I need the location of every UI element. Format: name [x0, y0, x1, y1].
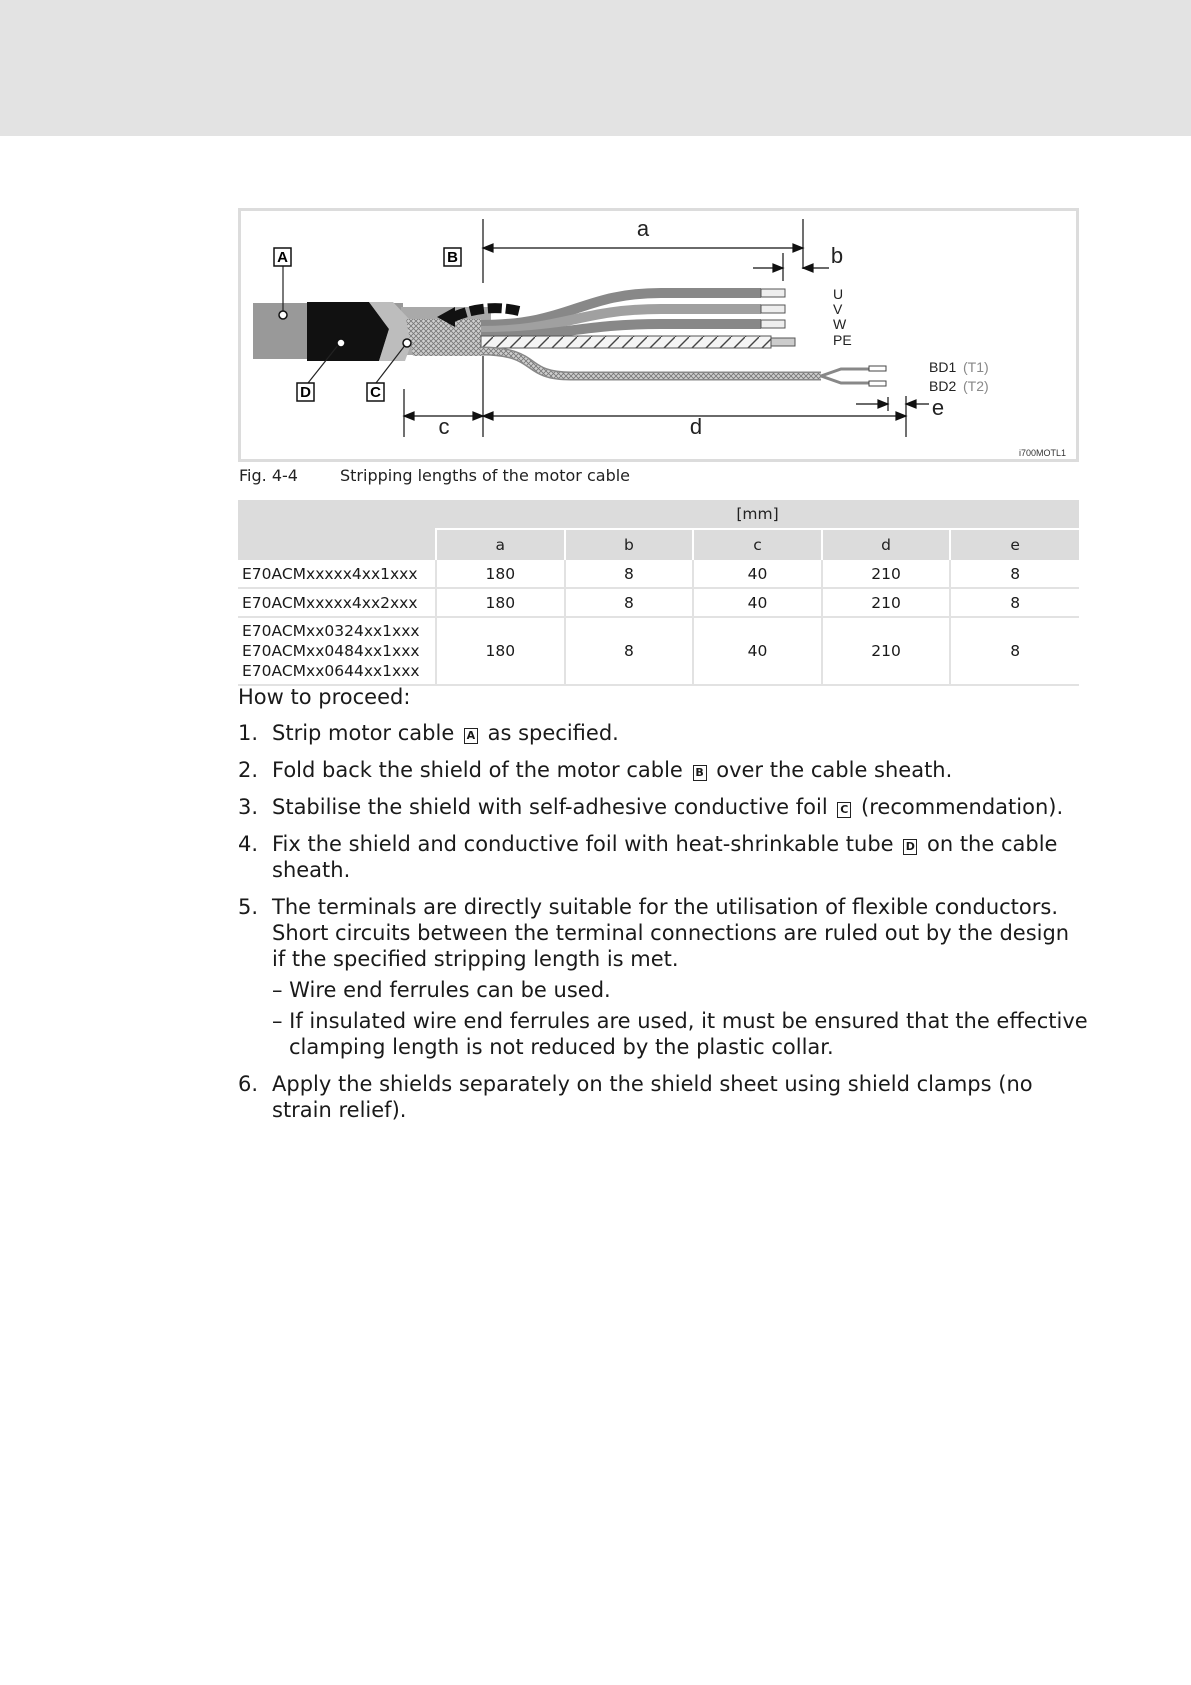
instruction-steps: [238, 720, 1088, 1134]
step-6: [238, 1071, 1088, 1123]
table-col-header: c: [693, 529, 822, 560]
step-number: 2.: [238, 758, 259, 782]
sub-step: – If insulated wire end ferrules are used, it must be ensured that the effective clamping length is not reduced by the plastic collar.: [272, 1009, 1088, 1059]
step-2: [238, 757, 1088, 783]
table-cell: 210: [822, 588, 951, 617]
model-code: E70ACMxxxxx4xx1xxx: [242, 564, 418, 583]
table-cell: 180: [436, 617, 565, 685]
step-number: 1.: [238, 721, 259, 745]
part-label-b: B: [447, 249, 458, 266]
dim-label-b: b: [830, 243, 844, 268]
instructions-heading: How to proceed:: [238, 685, 411, 709]
step-number: 4.: [238, 832, 259, 856]
step-text: Stabilise the shield with self-adhesive conductive foil: [272, 795, 828, 819]
step-3: [238, 794, 1088, 820]
table-col-header: b: [565, 529, 694, 560]
step-number: 5.: [238, 895, 259, 919]
table-cell: 8: [950, 617, 1079, 685]
dim-label-e: e: [931, 395, 945, 420]
table-cell: 210: [822, 560, 951, 588]
folded-shield: [406, 319, 481, 356]
figure-id: i700MOTL1: [1018, 448, 1066, 458]
wire-label-bd2: BD2: [929, 378, 957, 394]
step-text: Fold back the shield of the motor cable: [272, 758, 683, 782]
figure-caption-text: Stripping lengths of the motor cable: [340, 466, 631, 485]
step-text: on the cable sheath.: [272, 832, 1058, 882]
stripping-lengths-table: [238, 500, 1079, 686]
wire-label-t1: (T1): [963, 359, 989, 375]
table-cell: 8: [565, 560, 694, 588]
wire-pe: [481, 336, 795, 348]
table-cell: 8: [565, 588, 694, 617]
wire-label-bd1: BD1: [929, 359, 957, 375]
step-text: (recommendation).: [861, 795, 1064, 819]
part-label-a: A: [277, 249, 288, 266]
step-number: 3.: [238, 795, 259, 819]
step-1: [238, 720, 1088, 746]
wire-label-v: V: [833, 301, 843, 317]
table-cell: 8: [565, 617, 694, 685]
table-cell: 40: [693, 588, 822, 617]
wire-label-u: U: [833, 286, 844, 302]
dim-label-c: c: [438, 414, 450, 439]
step-number: 6.: [238, 1072, 259, 1096]
part-ref-b: B: [693, 765, 707, 781]
table-cell: 180: [436, 588, 565, 617]
dim-label-d: d: [689, 414, 703, 439]
step-text: over the cable sheath.: [716, 758, 953, 782]
page-header-band: [0, 0, 1191, 136]
cable-stripping-diagram: [241, 211, 1076, 459]
part-label-d: D: [300, 384, 311, 401]
table-col-header: a: [436, 529, 565, 560]
table-cell: 8: [950, 588, 1079, 617]
brake-wires: [481, 351, 886, 386]
part-ref-d: D: [903, 839, 917, 855]
table-unit-header: [mm]: [436, 500, 1079, 529]
table-cell: 210: [822, 617, 951, 685]
step-text: Strip motor cable: [272, 721, 455, 745]
model-code: E70ACMxx0324xx1xxx: [242, 622, 420, 640]
part-ref-a: A: [464, 728, 478, 744]
table-cell: 8: [950, 560, 1079, 588]
model-code: E70ACMxx0644xx1xxx: [242, 662, 420, 680]
motor-cable-figure: [238, 208, 1079, 462]
table-cell: 40: [693, 617, 822, 685]
table-col-header: d: [822, 529, 951, 560]
part-label-c: C: [370, 384, 381, 401]
step-text: Apply the shields separately on the shield sheet using shield clamps (no strain relief).: [272, 1072, 1033, 1122]
model-code: E70ACMxxxxx4xx2xxx: [242, 593, 418, 612]
table-cell: 40: [693, 560, 822, 588]
step-4: [238, 831, 1088, 883]
model-code: E70ACMxx0484xx1xxx: [242, 642, 420, 660]
wire-label-t2: (T2): [963, 378, 989, 394]
table-row: [238, 588, 1079, 617]
step-5: [238, 894, 1088, 1060]
sub-step: – Wire end ferrules can be used.: [272, 978, 611, 1002]
table-corner: [238, 500, 436, 560]
wire-label-pe: PE: [833, 332, 852, 348]
table-cell: 180: [436, 560, 565, 588]
wire-label-w: W: [833, 316, 847, 332]
part-ref-c: C: [837, 802, 851, 818]
figure-caption-number: Fig. 4-4: [239, 466, 298, 485]
step-text: as specified.: [487, 721, 619, 745]
table-row: [238, 617, 1079, 685]
step-text: The terminals are directly suitable for the utilisation of flexible conductors. Short circuits between the terminal connections are ruled out by the design if the specified stripping length is met.: [272, 895, 1070, 971]
dim-label-a: a: [636, 216, 650, 241]
table-col-header: e: [950, 529, 1079, 560]
table-row: [238, 560, 1079, 588]
step-text: Fix the shield and conductive foil with heat-shrinkable tube: [272, 832, 894, 856]
